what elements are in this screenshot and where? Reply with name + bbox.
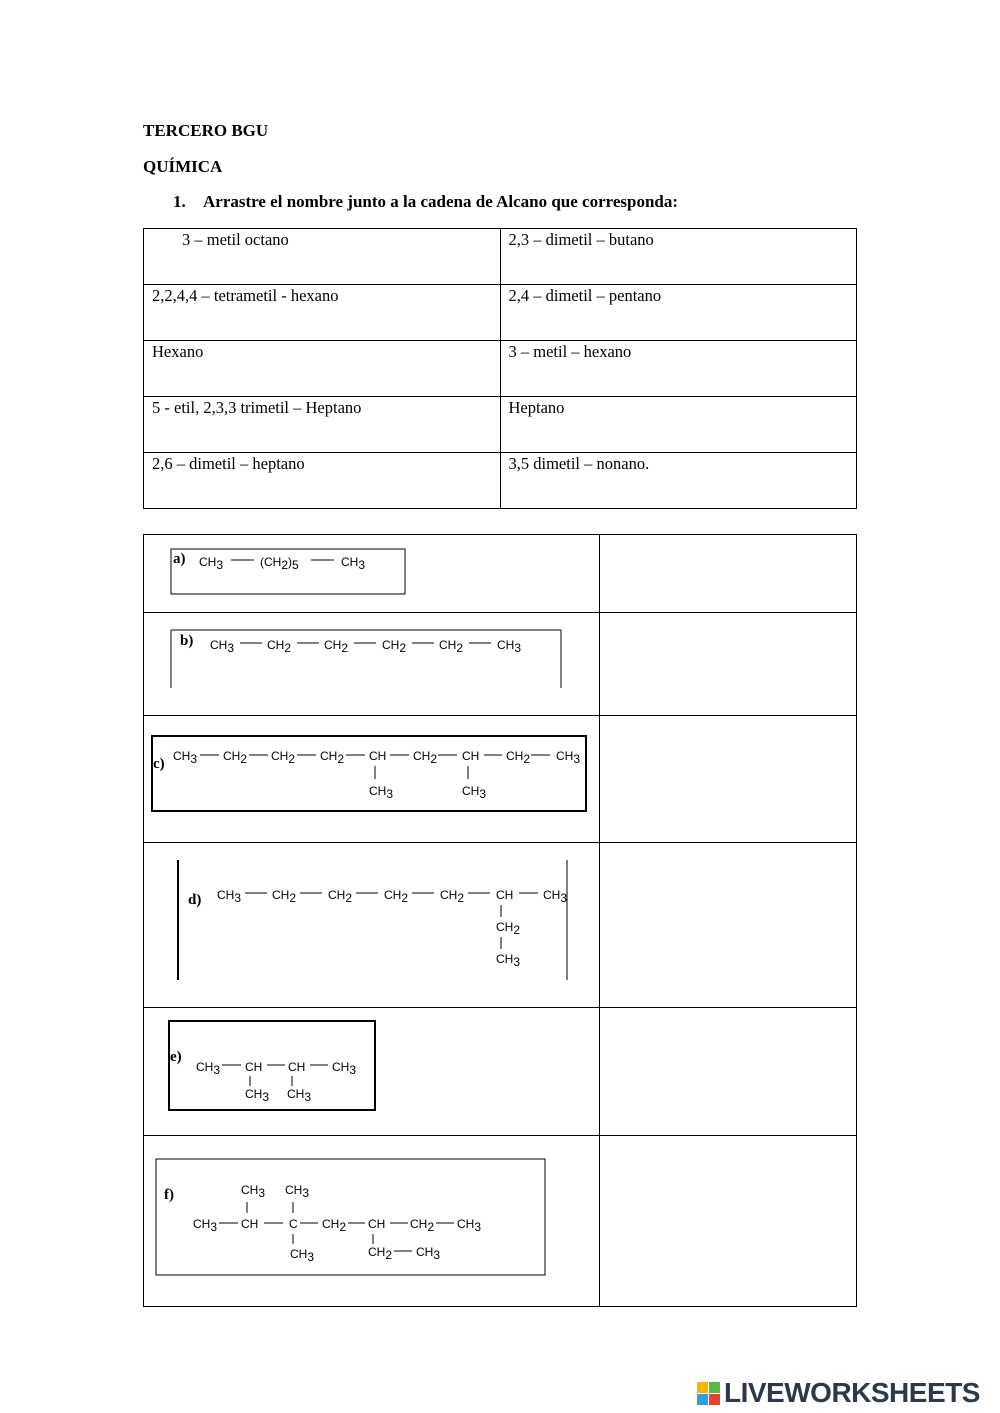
structure-f [144,1136,600,1307]
brand-name: LIVEWORKSHEETS [724,1377,980,1408]
table-row [144,1136,857,1307]
svg-text:CH3: CH3 [173,749,198,766]
svg-text:CH2: CH2 [271,749,296,766]
liveworksheets-logo [697,1377,980,1409]
svg-text:CH3: CH3 [287,1087,312,1104]
table-row [144,716,857,843]
svg-text:CH2: CH2 [413,749,438,766]
svg-text:CH3: CH3 [245,1087,270,1104]
table-row [144,229,857,285]
structure-a [144,535,600,613]
question-text: Arrastre el nombre junto a la cadena de Alcano que corresponda: [203,192,679,211]
svg-text:CH2: CH2 [322,1217,347,1234]
structure-e-label: e) [170,1049,182,1065]
svg-text:CH2: CH2 [382,638,407,655]
svg-text:CH: CH [369,749,387,763]
draggable-name[interactable]: 3 – metil – hexano [500,341,857,397]
svg-text:CH3: CH3 [556,749,581,766]
structure-b-label: b) [180,633,194,649]
svg-text:CH3: CH3 [462,784,487,801]
svg-text:CH3: CH3 [341,555,366,572]
draggable-name[interactable]: 5 - etil, 2,3,3 trimetil – Heptano [144,397,501,453]
structure-c [144,716,600,843]
svg-text:CH2: CH2 [496,920,521,937]
svg-text:CH3: CH3 [497,638,522,655]
svg-text:CH: CH [288,1060,306,1074]
svg-text:CH2: CH2 [368,1245,393,1262]
svg-text:CH3: CH3 [369,784,394,801]
svg-text:CH3: CH3 [332,1060,357,1077]
svg-text:(CH2)5: (CH2)5 [260,555,299,572]
structure-a-drawing [144,535,599,607]
structure-f-label: f) [164,1187,174,1203]
subject-heading: QUÍMICA [143,157,223,176]
structure-f-drawing [144,1136,599,1301]
svg-text:CH2: CH2 [439,638,464,655]
answer-drop-d[interactable] [600,843,857,1008]
svg-text:CH3: CH3 [416,1245,441,1262]
answer-drop-a[interactable] [600,535,857,613]
svg-text:CH3: CH3 [217,888,242,905]
logo-mark-icon [697,1382,720,1405]
svg-text:CH2: CH2 [324,638,349,655]
draggable-name[interactable]: 2,6 – dimetil – heptano [144,453,501,509]
structure-b-drawing [144,613,599,710]
structure-d-label: d) [188,892,202,908]
svg-text:CH2: CH2 [384,888,409,905]
svg-text:CH3: CH3 [210,638,235,655]
draggable-name[interactable]: 2,3 – dimetil – butano [500,229,857,285]
table-row [144,341,857,397]
structure-c-drawing [144,716,599,837]
svg-text:CH: CH [496,888,514,902]
question-1 [173,192,678,212]
svg-text:CH2: CH2 [506,749,531,766]
table-row [144,453,857,509]
table-row [144,843,857,1008]
table-row [144,1008,857,1136]
table-row [144,285,857,341]
answer-drop-b[interactable] [600,613,857,716]
svg-text:CH2: CH2 [320,749,345,766]
svg-text:CH3: CH3 [199,555,224,572]
svg-text:CH: CH [462,749,480,763]
structure-b [144,613,600,716]
svg-text:CH3: CH3 [543,888,568,905]
draggable-name[interactable]: Hexano [144,341,501,397]
svg-text:CH: CH [245,1060,263,1074]
svg-text:CH3: CH3 [457,1217,482,1234]
svg-text:CH3: CH3 [193,1217,218,1234]
svg-text:C: C [289,1217,298,1231]
structure-d-drawing [144,843,599,1002]
svg-text:CH2: CH2 [328,888,353,905]
structure-a-label: a) [173,551,186,567]
svg-text:CH2: CH2 [272,888,297,905]
structure-d [144,843,600,1008]
svg-text:CH3: CH3 [290,1247,315,1264]
svg-text:CH2: CH2 [410,1217,435,1234]
svg-text:CH3: CH3 [241,1183,266,1200]
names-table [143,228,857,509]
table-row [144,535,857,613]
course-heading: TERCERO BGU [143,121,269,140]
answer-drop-f[interactable] [600,1136,857,1307]
table-row [144,397,857,453]
structures-table [143,534,857,1307]
draggable-name[interactable]: 2,4 – dimetil – pentano [500,285,857,341]
svg-text:CH2: CH2 [223,749,248,766]
draggable-name[interactable]: 3 – metil octano [144,229,501,285]
draggable-name[interactable]: 2,2,4,4 – tetrametil - hexano [144,285,501,341]
svg-text:CH3: CH3 [496,952,521,969]
answer-drop-c[interactable] [600,716,857,843]
structure-e [144,1008,600,1136]
table-row [144,613,857,716]
question-number: 1. [173,192,186,211]
svg-text:CH: CH [241,1217,259,1231]
draggable-name[interactable]: 3,5 dimetil – nonano. [500,453,857,509]
svg-text:CH2: CH2 [267,638,292,655]
structure-c-label: c) [153,756,165,772]
draggable-name[interactable]: Heptano [500,397,857,453]
svg-text:CH: CH [368,1217,386,1231]
answer-drop-e[interactable] [600,1008,857,1136]
structure-e-drawing [144,1008,599,1130]
svg-text:CH3: CH3 [285,1183,310,1200]
svg-text:CH2: CH2 [440,888,465,905]
svg-text:CH3: CH3 [196,1060,221,1077]
